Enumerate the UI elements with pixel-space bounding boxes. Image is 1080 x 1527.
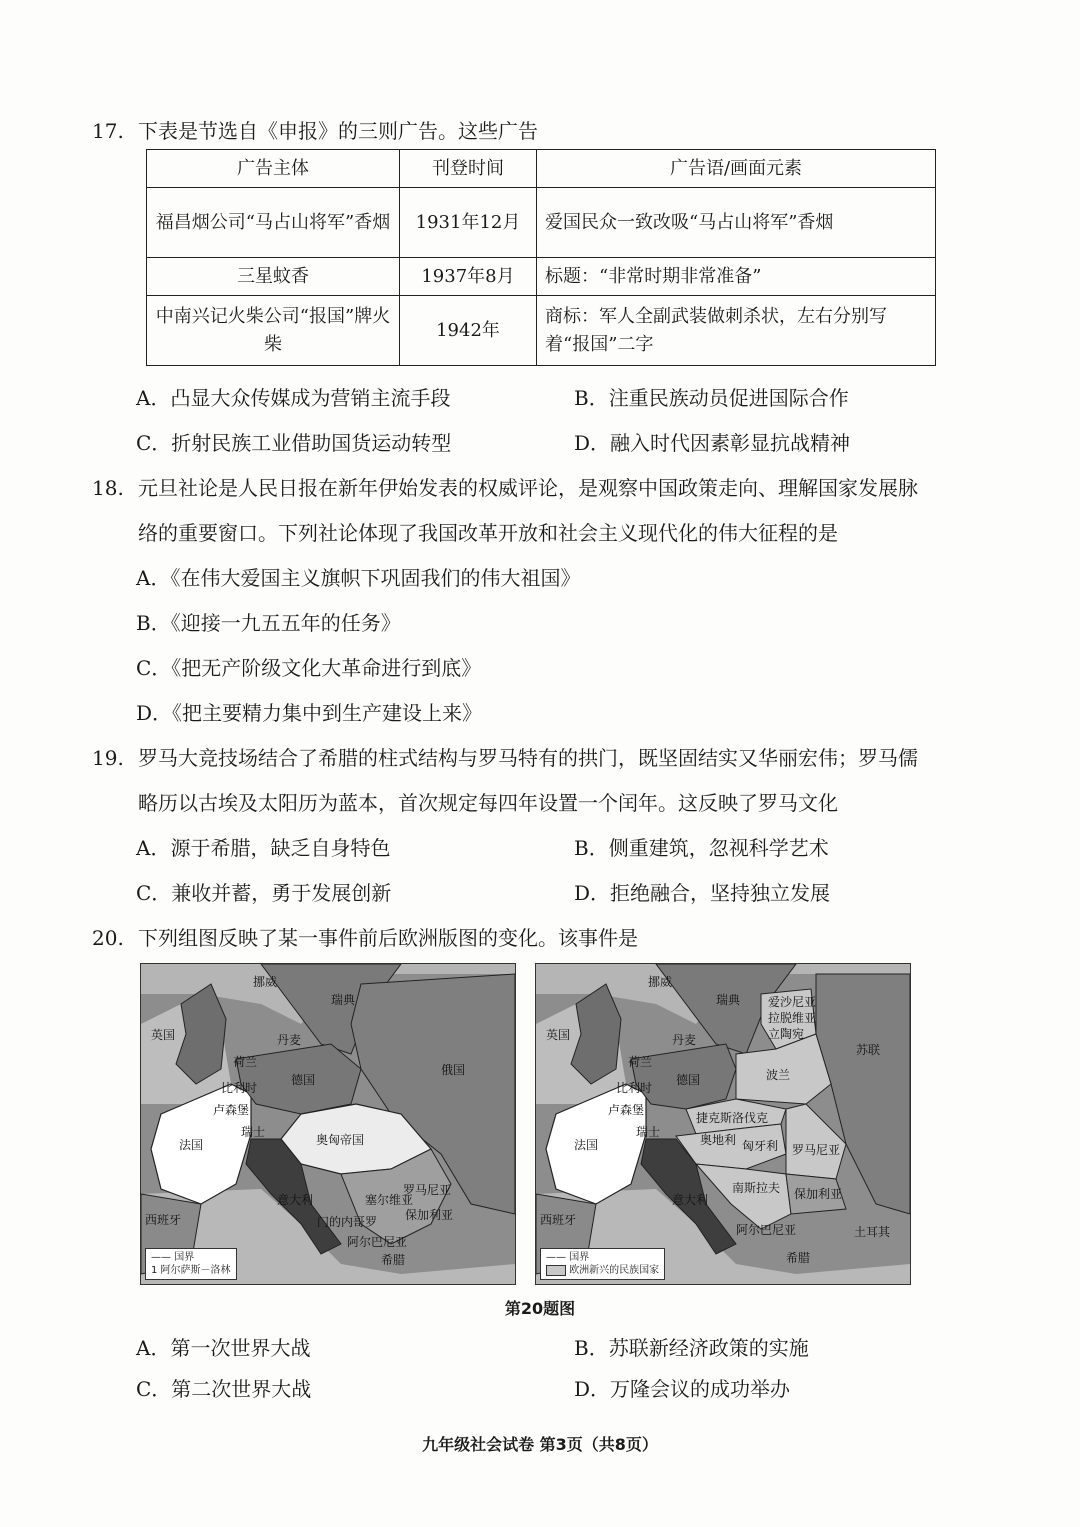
map2-label: 西班牙 <box>540 1213 577 1227</box>
map1-label: 比利时 <box>221 1081 258 1095</box>
table-header: 广告主体 <box>147 150 400 188</box>
map1-label: 意大利 <box>277 1193 314 1207</box>
map2-label: 荷兰 <box>628 1055 653 1069</box>
map2-label: 立陶宛 <box>768 1027 805 1041</box>
map1-label: 瑞典 <box>331 993 356 1007</box>
q18-option-a: A．《在伟大爱国主义旗帜下巩固我们的伟大祖国》 <box>136 566 581 590</box>
map1-label: 奥匈帝国 <box>316 1133 365 1147</box>
q17-stem: 17. 下表是节选自《申报》的三则广告。这些广告 <box>92 119 538 143</box>
table-cell: 1931年12月 <box>400 188 537 258</box>
map1-label: 英国 <box>151 1028 176 1042</box>
map-europe-before <box>140 963 516 1285</box>
map1-label: 希腊 <box>381 1253 406 1267</box>
table-row <box>147 296 936 366</box>
table-cell: 1937年8月 <box>400 258 537 296</box>
map2-label: 保加利亚 <box>794 1187 843 1201</box>
map1-legend: —— 国界 1 阿尔萨斯－洛林 <box>145 1248 237 1280</box>
q19-option-a: A．源于希腊，缺乏自身特色 <box>136 836 391 860</box>
map2-label: 意大利 <box>672 1193 709 1207</box>
map2-legend: —— 国界 欧洲新兴的民族国家 <box>540 1248 665 1280</box>
map2-label: 英国 <box>546 1028 571 1042</box>
map-europe-before-svg <box>141 964 515 1284</box>
table-cell: 1942年 <box>400 296 537 366</box>
q20-option-a: A．第一次世界大战 <box>136 1336 311 1360</box>
q18-stem-line2: 络的重要窗口。下列社论体现了我国改革开放和社会主义现代化的伟大征程的是 <box>138 521 838 545</box>
q19-stem-line2: 略历以古埃及太阳历为蓝本，首次规定每四年设置一个闰年。这反映了罗马文化 <box>138 791 838 815</box>
q17-option-a: A．凸显大众传媒成为营销主流手段 <box>136 386 451 410</box>
map1-label: 卢森堡 <box>213 1103 250 1117</box>
map1-label: 西班牙 <box>145 1213 182 1227</box>
table-cell: 商标：军人全副武装做刺杀状，左右分别写着“报国”二字 <box>537 296 936 366</box>
q17-ad-table <box>146 149 936 366</box>
table-header: 刊登时间 <box>400 150 537 188</box>
q17-option-c: C．折射民族工业借助国货运动转型 <box>136 431 452 455</box>
map2-label: 罗马尼亚 <box>792 1143 841 1157</box>
legend-swatch <box>546 1265 566 1276</box>
q19-stem-line1: 19. 罗马大竞技场结合了希腊的柱式结构与罗马特有的拱门，既坚固结实又华丽宏伟；罗马儒 <box>92 746 918 770</box>
q18-stem-line1: 18. 元旦社论是人民日报在新年伊始发表的权威评论，是观察中国政策走向、理解国家发展脉 <box>92 476 918 500</box>
map2-label: 奥地利 <box>700 1133 737 1147</box>
q19-option-b: B．侧重建筑，忽视科学艺术 <box>574 836 829 860</box>
map2-label: 法国 <box>574 1138 599 1152</box>
map2-label: 瑞士 <box>636 1125 661 1139</box>
map1-label: 德国 <box>291 1073 316 1087</box>
map1-label: 荷兰 <box>233 1055 258 1069</box>
table-cell: 中南兴记火柴公司“报国”牌火柴 <box>147 296 400 366</box>
map1-label: 门的内哥罗 <box>317 1215 378 1229</box>
table-cell: 爱国民众一致改吸“马占山将军”香烟 <box>537 188 936 258</box>
table-row <box>147 188 936 258</box>
map1-label: 法国 <box>179 1138 204 1152</box>
map2-label: 波兰 <box>766 1068 791 1082</box>
map2-label: 拉脱维亚 <box>768 1011 817 1025</box>
q20-option-d: D．万隆会议的成功举办 <box>574 1377 791 1401</box>
table-row <box>147 258 936 296</box>
map2-label: 南斯拉夫 <box>732 1181 781 1195</box>
figure-caption: 第20题图 <box>504 1299 576 1318</box>
table-header-row <box>147 150 936 188</box>
map2-label: 苏联 <box>856 1043 881 1057</box>
q18-option-c: C．《把无产阶级文化大革命进行到底》 <box>136 656 482 680</box>
q17-option-d: D．融入时代因素彰显抗战精神 <box>574 431 851 455</box>
map2-label: 德国 <box>676 1073 701 1087</box>
q20-stem: 20. 下列组图反映了某一事件前后欧洲版图的变化。该事件是 <box>92 926 638 950</box>
map2-label: 丹麦 <box>672 1033 697 1047</box>
page-footer: 九年级社会试卷 第3页（共8页） <box>422 1435 658 1454</box>
map2-label: 希腊 <box>786 1251 811 1265</box>
map2-label: 挪威 <box>648 975 673 989</box>
q18-option-b: B．《迎接一九五五年的任务》 <box>136 611 401 635</box>
map1-label: 瑞士 <box>241 1125 266 1139</box>
map1-label: 丹麦 <box>277 1033 302 1047</box>
map2-label: 阿尔巴尼亚 <box>736 1223 797 1237</box>
q17-option-b: B．注重民族动员促进国际合作 <box>574 386 849 410</box>
table-cell: 三星蚊香 <box>147 258 400 296</box>
map2-label: 捷克斯洛伐克 <box>696 1111 769 1125</box>
map-europe-after-svg <box>536 964 910 1284</box>
map2-label: 爱沙尼亚 <box>768 995 817 1009</box>
q20-option-c: C．第二次世界大战 <box>136 1377 312 1401</box>
q18-option-d: D．《把主要精力集中到生产建设上来》 <box>136 701 483 725</box>
q19-option-d: D．拒绝融合，坚持独立发展 <box>574 881 831 905</box>
q20-option-b: B．苏联新经济政策的实施 <box>574 1336 809 1360</box>
table-header: 广告语/画面元素 <box>537 150 936 188</box>
map1-label: 阿尔巴尼亚 <box>347 1235 408 1249</box>
map2-label: 瑞典 <box>716 993 741 1007</box>
map2-label: 土耳其 <box>854 1225 891 1239</box>
map1-label: 塞尔维亚 <box>365 1193 414 1207</box>
map1-label: 保加利亚 <box>405 1208 454 1222</box>
map1-label: 俄国 <box>441 1063 466 1077</box>
table-cell: 标题：“非常时期非常准备” <box>537 258 936 296</box>
map-europe-after <box>535 963 911 1285</box>
map1-label: 挪威 <box>253 975 278 989</box>
q19-option-c: C．兼收并蓄，勇于发展创新 <box>136 881 392 905</box>
map2-label: 比利时 <box>616 1081 653 1095</box>
map2-label: 匈牙利 <box>742 1139 779 1153</box>
map1-label: 罗马尼亚 <box>403 1183 452 1197</box>
map2-label: 卢森堡 <box>608 1103 645 1117</box>
table-cell: 福昌烟公司“马占山将军”香烟 <box>147 188 400 258</box>
